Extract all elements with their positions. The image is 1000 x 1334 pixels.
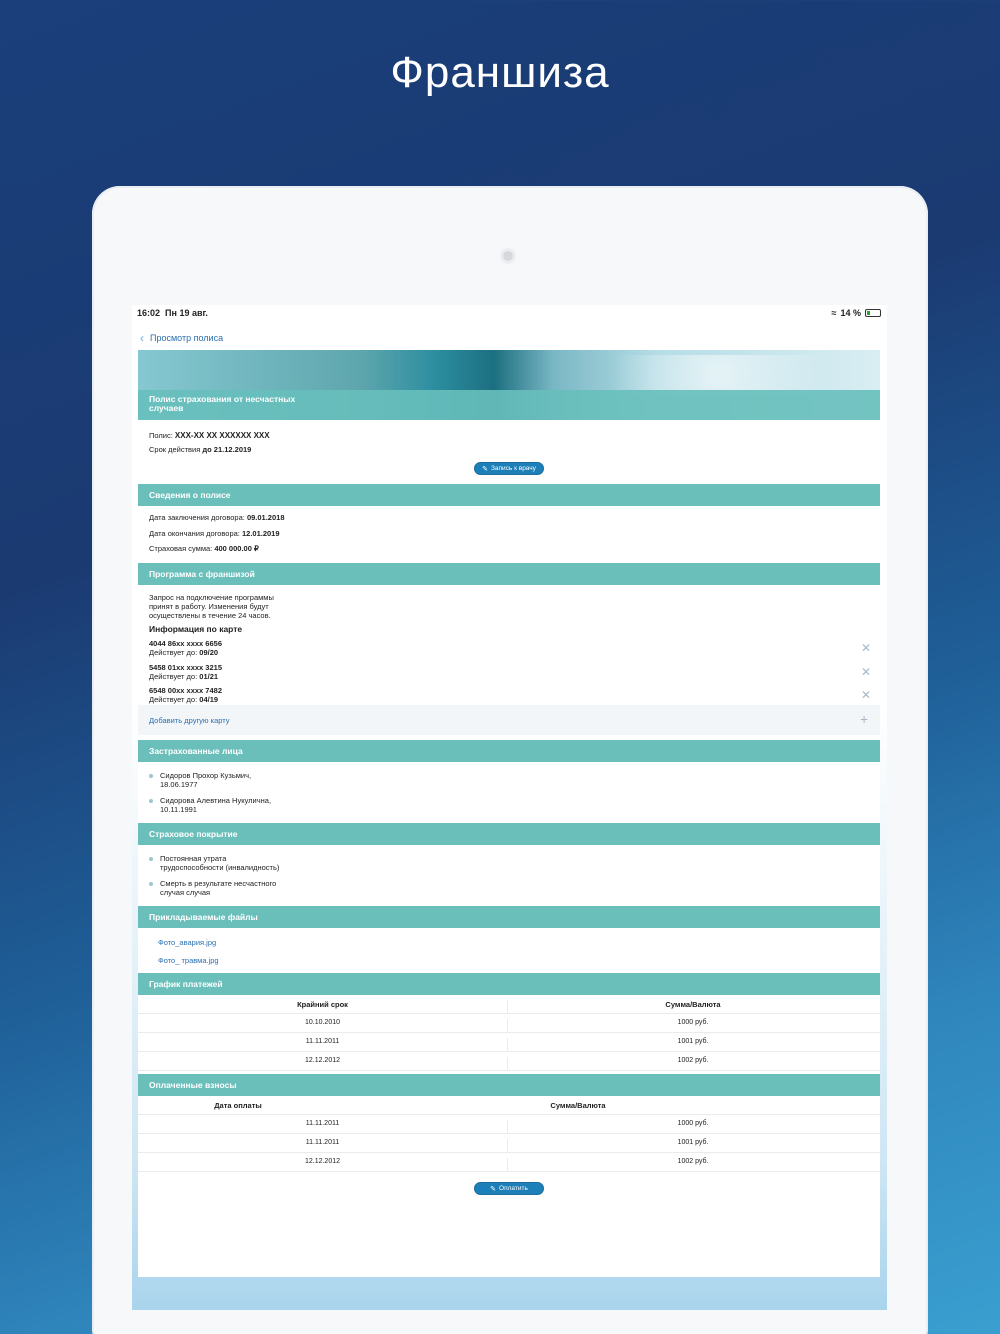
chevron-left-icon: ‹ — [140, 331, 144, 345]
section-files-header: Прикладываемые файлы — [138, 906, 880, 928]
table-header-row — [138, 1096, 880, 1115]
table-cell: 1001 руб. — [677, 1139, 709, 1146]
insured-person: Сидорова Алевтина Нукулична, 10.11.1991 — [160, 796, 272, 814]
table-cell: 12.12.2012 — [138, 1158, 508, 1172]
table-row — [138, 1134, 880, 1153]
franchise-notice: Запрос на подключение программы принят в работу. Изменения будут осуществлены в течение 24 часов. — [149, 593, 274, 620]
column-header: Сумма/Валюта — [665, 1000, 721, 1009]
status-time: 16:02 Пн 19 авг. — [137, 308, 208, 318]
table-row — [138, 1052, 880, 1071]
cards-title: Информация по карте — [149, 624, 243, 634]
back-label: Просмотр полиса — [150, 333, 224, 343]
remove-card-icon[interactable]: ✕ — [861, 688, 872, 702]
add-card-button[interactable] — [138, 705, 880, 735]
status-bar — [132, 305, 887, 323]
card-item: 6548 00xx xxxx 7482 Действует до: 04/19 — [149, 686, 222, 704]
section-info-header: Сведения о полисе — [138, 484, 880, 506]
table-cell: 11.11.2011 — [138, 1038, 508, 1052]
table-cell: 1000 руб. — [677, 1120, 709, 1127]
section-insured-header: Застрахованные лица — [138, 740, 880, 762]
table-cell: 1002 руб. — [677, 1057, 709, 1064]
section-schedule-header: График платежей — [138, 973, 880, 995]
battery-percent: 14 % — [840, 308, 861, 318]
table-cell: 11.11.2011 — [138, 1120, 508, 1134]
contract-end: Дата окончания договора: 12.01.2019 — [149, 529, 280, 538]
remove-card-icon[interactable]: ✕ — [861, 641, 872, 655]
table-cell: 1001 руб. — [677, 1038, 709, 1045]
section-paid-header: Оплаченные взносы — [138, 1074, 880, 1096]
wifi-icon: ≈ — [831, 308, 837, 318]
table-cell: 10.10.2010 — [138, 1019, 508, 1033]
battery-icon — [865, 309, 881, 317]
pencil-icon: ✎ — [490, 1185, 497, 1193]
policy-number: Полис: XXX-XX XX XXXXXX XXX — [149, 431, 270, 440]
bullet-icon — [149, 799, 153, 803]
table-row — [138, 1153, 880, 1172]
camera-icon — [500, 248, 516, 264]
pay-button[interactable]: ✎ Оплатить — [474, 1182, 544, 1195]
add-card-label: Добавить другую карту — [149, 716, 230, 725]
card-item: 5458 01xx xxxx 3215 Действует до: 01/21 — [149, 663, 222, 681]
policy-validity: Срок действия до 21.12.2019 — [149, 445, 252, 454]
table-header-row — [138, 995, 880, 1014]
file-link[interactable]: Фото_ травма.jpg — [158, 956, 219, 965]
bullet-icon — [149, 882, 153, 886]
section-coverage-header: Страховое покрытие — [138, 823, 880, 845]
table-cell: 11.11.2011 — [138, 1139, 508, 1153]
table-row — [138, 1115, 880, 1134]
remove-card-icon[interactable]: ✕ — [861, 665, 872, 679]
policy-title: Полис страхования от несчастных случаев — [149, 394, 296, 413]
table-cell: 1000 руб. — [677, 1019, 709, 1026]
column-header: Дата оплаты — [214, 1101, 262, 1110]
policy-content — [138, 350, 880, 1277]
doctor-appointment-button[interactable]: ✎ Запись к врачу — [474, 462, 544, 475]
coverage-item: Смерть в результате несчастного случая случая — [160, 879, 277, 897]
status-date: Пн 19 авг. — [165, 308, 208, 318]
promo-title: Франшиза — [390, 48, 610, 97]
app-screen — [132, 305, 887, 1310]
plus-icon: + — [860, 711, 869, 727]
card-item: 4044 86xx xxxx 6656 Действует до: 09/20 — [149, 639, 222, 657]
insured-sum: Страховая сумма: 400 000.00 ₽ — [149, 544, 259, 553]
pencil-icon: ✎ — [482, 465, 488, 473]
table-cell: 1002 руб. — [677, 1158, 709, 1165]
table-cell: 12.12.2012 — [138, 1057, 508, 1071]
bullet-icon — [149, 774, 153, 778]
bullet-icon — [149, 857, 153, 861]
section-franchise-header: Программа с франшизой — [138, 563, 880, 585]
table-row — [138, 1014, 880, 1033]
status-right — [832, 308, 881, 318]
insured-person: Сидоров Прохор Кузьмич, 18.06.1977 — [160, 771, 252, 789]
back-button[interactable] — [140, 331, 223, 345]
coverage-item: Постоянная утрата трудоспособности (инвалидность) — [160, 854, 280, 872]
table-row — [138, 1033, 880, 1052]
column-header: Крайний срок — [138, 1000, 508, 1014]
column-header: Сумма/Валюта — [550, 1101, 606, 1110]
contract-start: Дата заключения договора: 09.01.2018 — [149, 513, 285, 522]
file-link[interactable]: Фото_авария.jpg — [158, 938, 217, 947]
